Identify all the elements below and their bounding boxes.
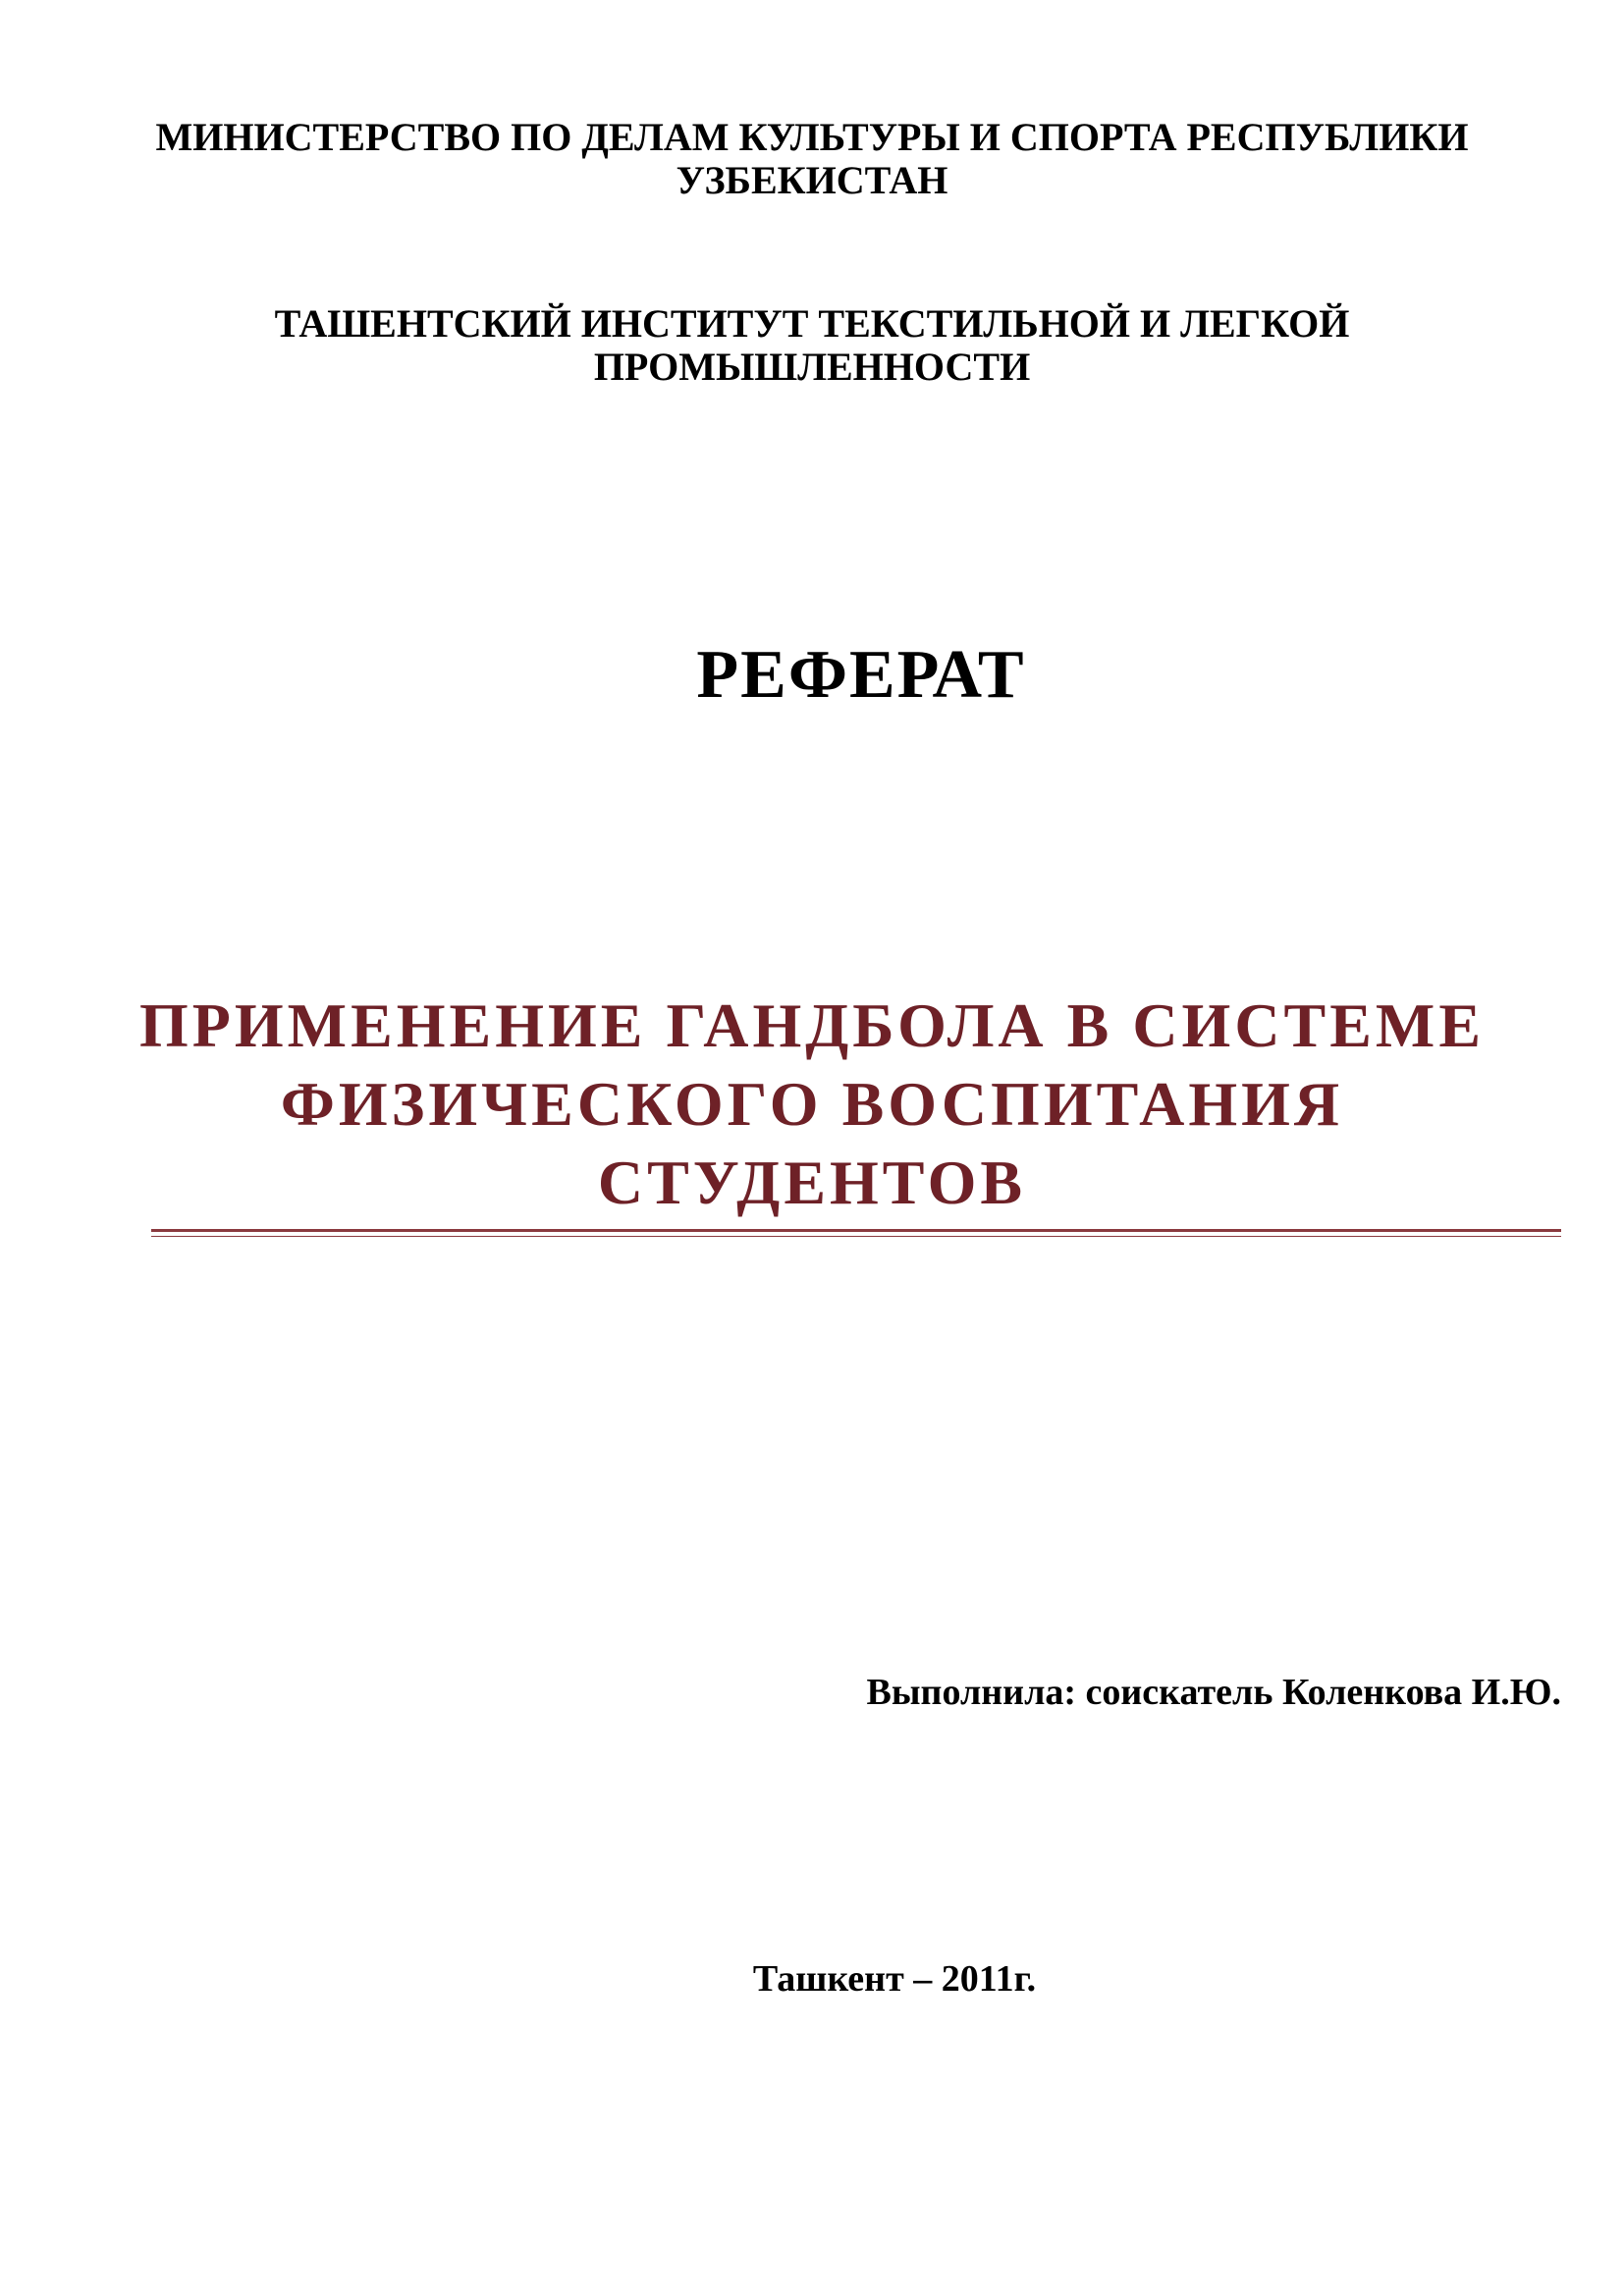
author-line: Выполнила: соискатель Коленкова И.Ю. — [866, 1672, 1561, 1713]
topic-underline-thin — [151, 1236, 1561, 1237]
topic-underline-thick — [151, 1229, 1561, 1232]
ministry-line-2: УЗБЕКИСТАН — [676, 158, 948, 202]
topic-line-3: СТУДЕНТОВ — [597, 1148, 1027, 1217]
ministry-line-1: МИНИСТЕРСТВО ПО ДЕЛАМ КУЛЬТУРЫ И СПОРТА РЕСПУБЛИКИ — [155, 115, 1469, 159]
topic-line-1: ПРИМЕНЕНИЕ ГАНДБОЛА В СИСТЕМЕ — [139, 990, 1485, 1060]
institute-line-2: ПРОМЫШЛЕННОСТИ — [593, 345, 1031, 389]
institute-line-1: ТАШЕНТСКИЙ ИНСТИТУТ ТЕКСТИЛЬНОЙ И ЛЕГКОЙ — [274, 301, 1350, 346]
place-and-year: Ташкент – 2011г. — [752, 1958, 1037, 2000]
document-type-heading: РЕФЕРАТ — [696, 637, 1026, 713]
topic-line-2: ФИЗИЧЕСКОГО ВОСПИТАНИЯ — [280, 1069, 1344, 1139]
